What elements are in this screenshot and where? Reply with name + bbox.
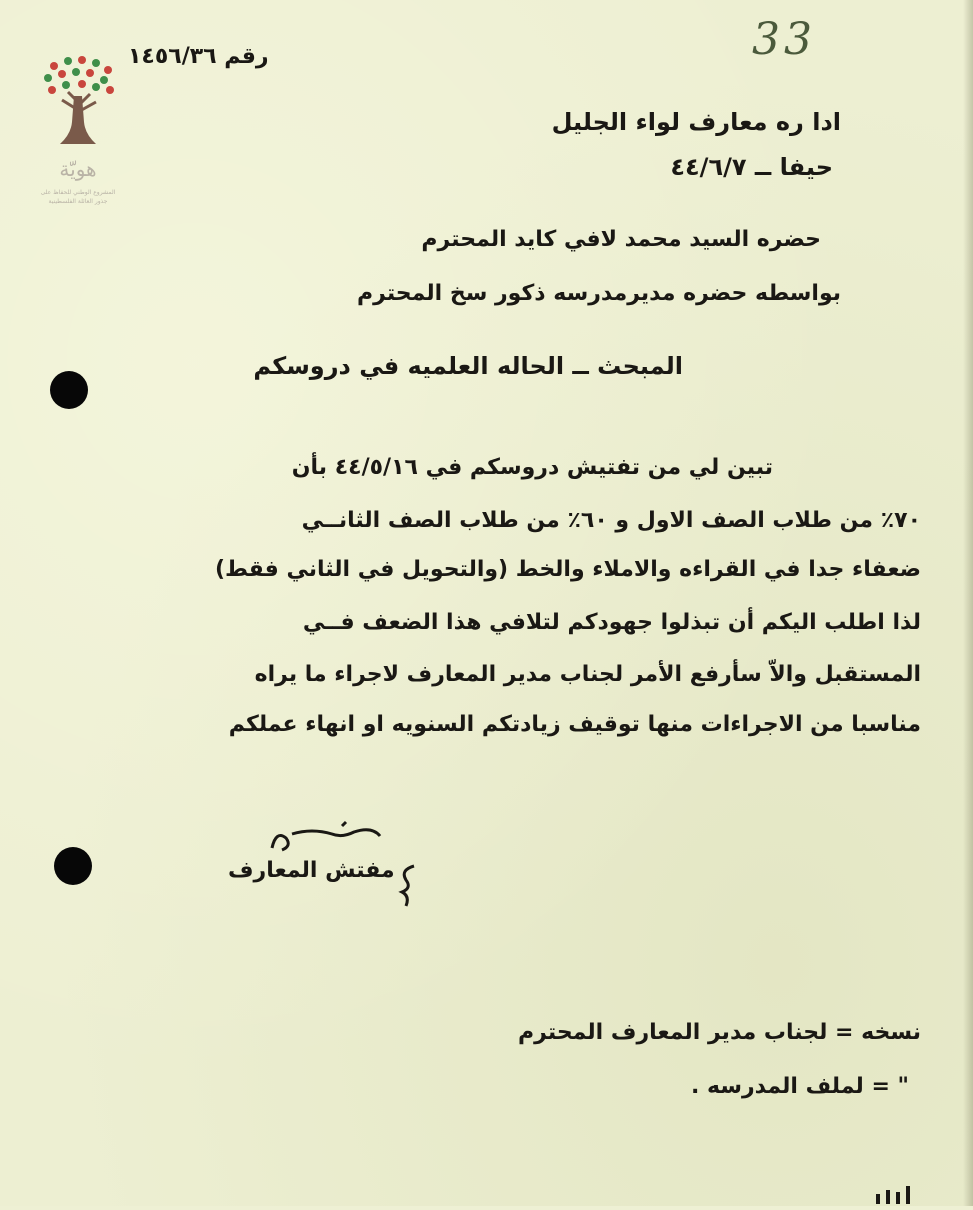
watermark-logo — [38, 52, 118, 212]
addressee-line-1: حضره السيد محمد لافي كايد المحترم — [421, 227, 821, 252]
punch-hole-top — [50, 371, 88, 409]
addressee-line-2: بواسطه حضره مديرمدرسه ذكور سخ المحترم — [357, 281, 841, 306]
signature-title: مفتش المعارف — [228, 858, 395, 883]
body-line-1: تبين لي من تفتيش دروسكم في ٤٤/٥/١٦ بأن — [291, 455, 773, 480]
copy-line-2: " = لملف المدرسه . — [691, 1074, 909, 1099]
subject-line: المبحث ــ الحاله العلميه في دروسكم — [253, 352, 683, 380]
body-line-6: مناسبا من الاجراءات منها توقيف زيادتكم السنويه او انهاء عملكم — [228, 712, 921, 737]
watermark-title: هويّة — [59, 157, 97, 181]
page-number: 33 — [752, 14, 816, 65]
page-edge-shadow — [963, 0, 973, 1206]
body-line-3: ضعفاء جدا في القراءه والاملاء والخط (والتحويل في الثاني فقط) — [214, 557, 921, 582]
office-header: ادا ره معارف لواء الجليل — [551, 108, 841, 136]
watermark-subtitle-1: المشروع الوطني للحفاظ على — [40, 189, 116, 196]
body-line-2: ٧٠٪ من طلاب الصف الاول و ٦٠٪ من طلاب الصف الثانــي — [301, 508, 921, 533]
watermark-subtitle-2: جذور العائلة الفلسطينية — [48, 198, 108, 205]
place-date: حيفا ــ ٤٤/٦/٧ — [670, 153, 833, 181]
copy-line-1: نسخه = لجناب مدير المعارف المحترم — [518, 1020, 921, 1045]
reference-number: رقم ١٤٥٦/٣٦ — [128, 44, 269, 69]
tree-logo-icon — [38, 52, 118, 212]
punch-hole-bottom — [54, 847, 92, 885]
body-line-5: المستقبل والاّ سأرفع الأمر لجناب مدير المعارف لاجراء ما يراه — [254, 662, 921, 687]
body-line-4: لذا اطلب اليكم أن تبذلوا جهودكم لتلافي هذا الضعف فــي — [302, 610, 921, 635]
